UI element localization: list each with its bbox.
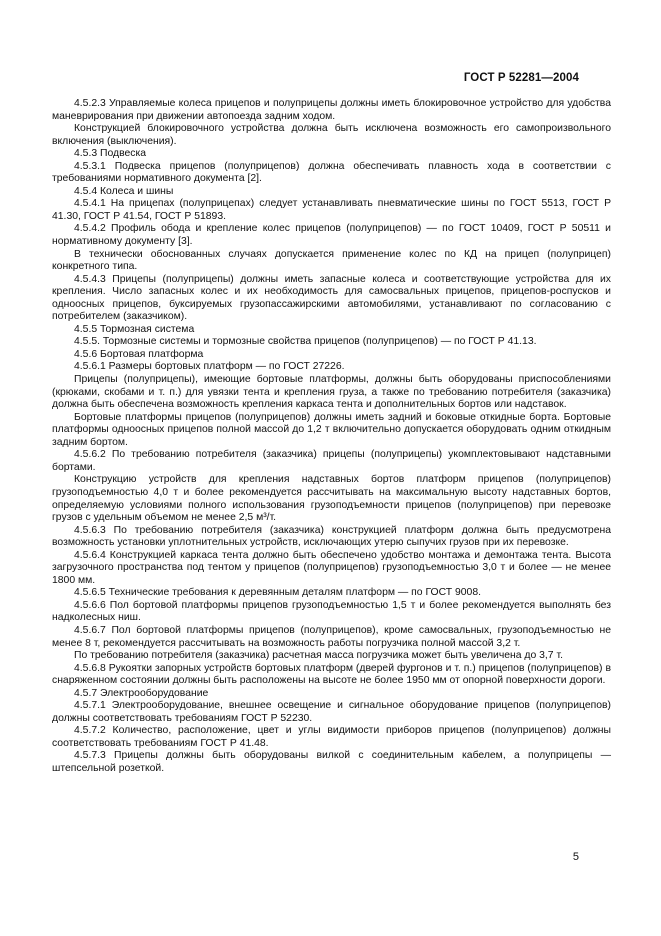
paragraph-4-5-6-6: 4.5.6.6 Пол бортовой платформы прицепов грузоподъемностью 1,5 т и более рекомендуется выполнять без надколесных ниш. (52, 599, 611, 624)
paragraph-4-5-5: 4.5.5. Тормозные системы и тормозные свойства прицепов (полуприцепов) — по ГОСТ Р 41.13. (74, 336, 537, 348)
paragraph-4-5-6-1: 4.5.6.1 Размеры бортовых платформ — по ГОСТ 27226. (74, 361, 345, 373)
paragraph-4-5-6-4: 4.5.6.4 Конструкцией каркаса тента должно быть обеспечено удобство монтажа и демонтажа тента. Высота загрузочного пространства под тентом у прицепов (полуприцепов) грузоподъемностью 3,0 т и более — не менее 1800 мм. (52, 549, 611, 586)
paragraph-extension-sides: Конструкцию устройств для крепления надставных бортов платформ прицепов (полуприцепов) грузоподъемностью 4,0 т и более рекомендуется рассчитывать на максимальную высоту надставных бортов, определяемую условиями полного использования грузоподъемности прицепов (полуприцепов) при перевозке грузов с удельным объемом не менее 2,5 м³/т. (52, 474, 611, 524)
paragraph-4-5-6-7: 4.5.6.7 Пол бортовой платформы прицепов (полуприцепов), кроме самосвальных, грузоподъемностью не менее 8 т, рекомендуется рассчитывать на возможность работы погрузчика полной массой 3,2 т. (52, 624, 611, 649)
paragraph-loader-mass: По требованию потребителя (заказчика) расчетная масса погрузчика может быть увеличена до 3,7 т. (74, 650, 563, 662)
paragraph-4-5-7-3: 4.5.7.3 Прицепы должны быть оборудованы вилкой с соединительным кабелем, а полуприцепы — штепсельной розеткой. (52, 750, 611, 774)
paragraph-4-5-6-8: 4.5.6.8 Рукоятки запорных устройств бортовых платформ (дверей фургонов и т. п.) прицепов (полуприцепов) в снаряженном состоянии должны быть расположены на высоте не более 1950 мм от опорной поверхности дороги. (52, 662, 611, 687)
document-header: ГОСТ Р 52281—2004 (463, 72, 579, 84)
paragraph-4-5-6-2: 4.5.6.2 По требованию потребителя (заказчика) прицепы (полуприцепы) укомплектовывают надставными бортами. (52, 449, 611, 473)
paragraph-4-5-2-3: 4.5.2.3 Управляемые колеса прицепов и полуприцепы должны иметь блокировочное устройство для удобства маневрирования при движении автопоезда задним ходом. (52, 98, 611, 122)
section-heading-platform: 4.5.6 Бортовая платформа (74, 348, 204, 360)
section-heading-electrical: 4.5.7 Электрооборудование (74, 687, 209, 699)
paragraph-lock-device: Конструкцией блокировочного устройства должна быть исключена возможность его самопроизвольного включения (выключения). (52, 123, 611, 147)
paragraph-4-5-7-2: 4.5.7.2 Количество, расположение, цвет и углы видимости приборов прицепов (полуприцепов) должны соответствовать требованиям ГОСТ Р 41.48. (52, 725, 611, 749)
paragraph-4-5-3-1: 4.5.3.1 Подвеска прицепов (полуприцепов) должна обеспечивать плавность хода в соответствии с требованиями нормативного документа [2]. (52, 160, 611, 185)
paragraph-wheels-kd: В технически обоснованных случаях допускается применение колес по КД на прицеп (полуприцеп) конкретного типа. (52, 248, 611, 273)
paragraph-4-5-6-3: 4.5.6.3 По требованию потребителя (заказчика) конструкцией платформ должна быть предусмотрена возможность установки уплотнительных устройств, исключающих утерю сыпучих грузов при их перевозке. (52, 524, 611, 549)
section-heading-suspension: 4.5.3 Подвеска (74, 148, 147, 160)
document-body (52, 98, 611, 776)
paragraph-4-5-4-3: 4.5.4.3 Прицепы (полуприцепы) должны иметь запасные колеса и соответствующие устройства для их крепления. Число запасных колес и их необходимость для самосвальных прицепов, прицепов-роспусков и одноосных прицепов, буксируемых грузопассажирскими автомобилями, устанавливают по согласованию с потребителем (заказчиком). (52, 273, 611, 323)
page-number: 5 (572, 851, 579, 863)
paragraph-platform-fixtures: Прицепы (полуприцепы), имеющие бортовые платформы, должны быть оборудованы приспособлениями (крюками, скобами и т. п.) для увязки тента и крепления груза, а также по требованию потребителя (заказчика) должна быть обеспечена возможность крепления каркаса тента и дополнительных бортов или надставок. (52, 374, 611, 411)
paragraph-4-5-4-2: 4.5.4.2 Профиль обода и крепление колес прицепов (полуприцепов) — по ГОСТ 10409, ГОСТ Р 50511 и нормативному документу [3]. (52, 223, 611, 248)
section-heading-wheels-tires: 4.5.4 Колеса и шины (74, 185, 174, 197)
paragraph-platform-sides: Бортовые платформы прицепов (полуприцепов) должны иметь задний и боковые откидные борта. Бортовые платформы одноосных прицепов полной массой до 1,2 т включительно допускается оборудовать одним откидным задним бортом. (52, 411, 611, 448)
section-heading-brakes: 4.5.5 Тормозная система (74, 323, 195, 335)
paragraph-4-5-4-1: 4.5.4.1 На прицепах (полуприцепах) следует устанавливать пневматические шины по ГОСТ 5513, ГОСТ Р 41.30, ГОСТ Р 41.54, ГОСТ Р 51893. (52, 198, 611, 222)
paragraph-4-5-7-1: 4.5.7.1 Электрооборудование, внешнее освещение и сигнальное оборудование прицепов (полуприцепов) должны соответствовать требованиям ГОСТ Р 52230. (52, 700, 611, 724)
paragraph-4-5-6-5: 4.5.6.5 Технические требования к деревянным деталям платформ — по ГОСТ 9008. (74, 587, 481, 599)
